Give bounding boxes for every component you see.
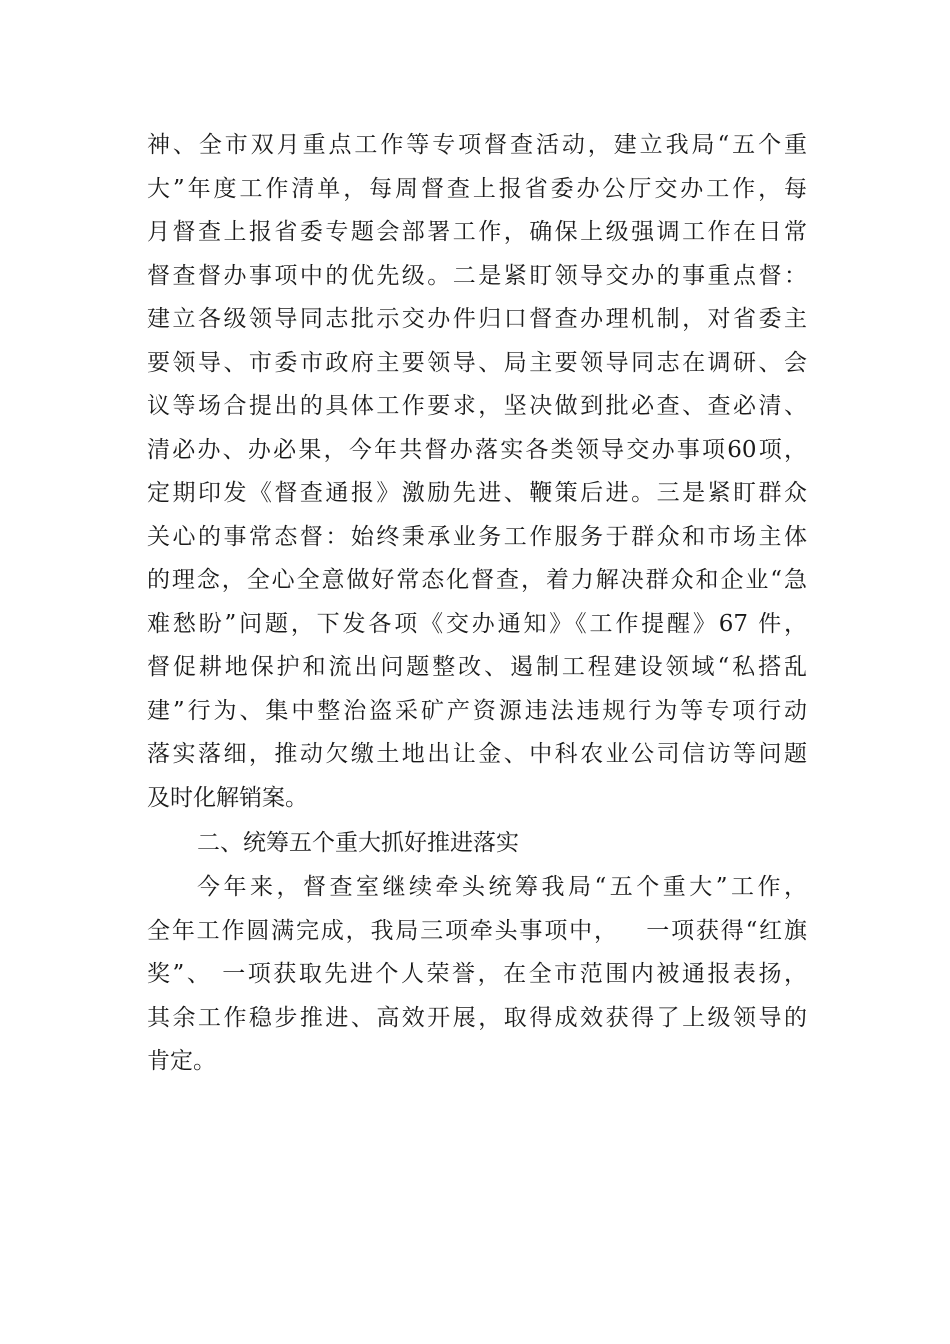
paragraph-line: 月督查上报省委专题会部署工作，确保上级强调工作在日常 [147, 219, 807, 245]
paragraph-line: 督查督办事项中的优先级。二是紧盯领导交办的事重点督： [147, 262, 807, 289]
paragraph-line: 全年工作圆满完成，我局三项牵头事项中， 一项获得“红旗 [147, 917, 807, 944]
paragraph-line: 要领导、市委市政府主要领导、局主要领导同志在调研、会 [147, 349, 807, 376]
paragraph-line: 神、全市双月重点工作等专项督查活动，建立我局“五个重 [147, 132, 807, 158]
paragraph-line: 建立各级领导同志批示交办件归口督查办理机制，对省委主 [147, 306, 807, 332]
paragraph-line: 关心的事常态督：始终秉承业务工作服务于群众和市场主体 [147, 523, 807, 550]
paragraph-line: 清必办、办必果，今年共督办落实各类领导交办事项60项， [147, 436, 807, 463]
paragraph-line: 其余工作稳步推进、高效开展，取得成效获得了上级领导的 [147, 1004, 807, 1031]
section-heading: 二、统筹五个重大抓好推进落实 [197, 830, 519, 856]
paragraph-line: 的理念，全心全意做好常态化督查，着力解决群众和企业“急 [147, 567, 807, 593]
paragraph-line: 及时化解销案。 [147, 784, 308, 811]
paragraph-line: 督促耕地保护和流出问题整改、遏制工程建设领域“私搭乱 [147, 654, 807, 680]
paragraph-line: 难愁盼”问题，下发各项《交办通知》《工作提醒》67 件， [147, 610, 807, 637]
paragraph-line: 今年来，督查室继续牵头统筹我局“五个重大”工作， [197, 874, 807, 900]
paragraph-line: 落实落细，推动欠缴土地出让金、中科农业公司信访等问题 [147, 741, 807, 767]
paragraph-line: 奖”、 一项获取先进个人荣誉，在全市范围内被通报表扬， [147, 961, 807, 987]
paragraph-line: 定期印发《督查通报》激励先进、鞭策后进。三是紧盯群众 [147, 480, 807, 506]
paragraph-1 [147, 124, 807, 820]
paragraph-line: 议等场合提出的具体工作要求，坚决做到批必查、查必清、 [147, 393, 807, 419]
paragraph-line: 肯定。 [147, 1048, 216, 1074]
document-body [147, 124, 807, 1084]
paragraph-line: 建”行为、集中整治盗采矿产资源违法违规行为等专项行动 [147, 697, 807, 724]
paragraph-line: 大”年度工作清单，每周督查上报省委办公厅交办工作，每 [147, 175, 807, 202]
paragraph-2 [147, 866, 807, 1084]
